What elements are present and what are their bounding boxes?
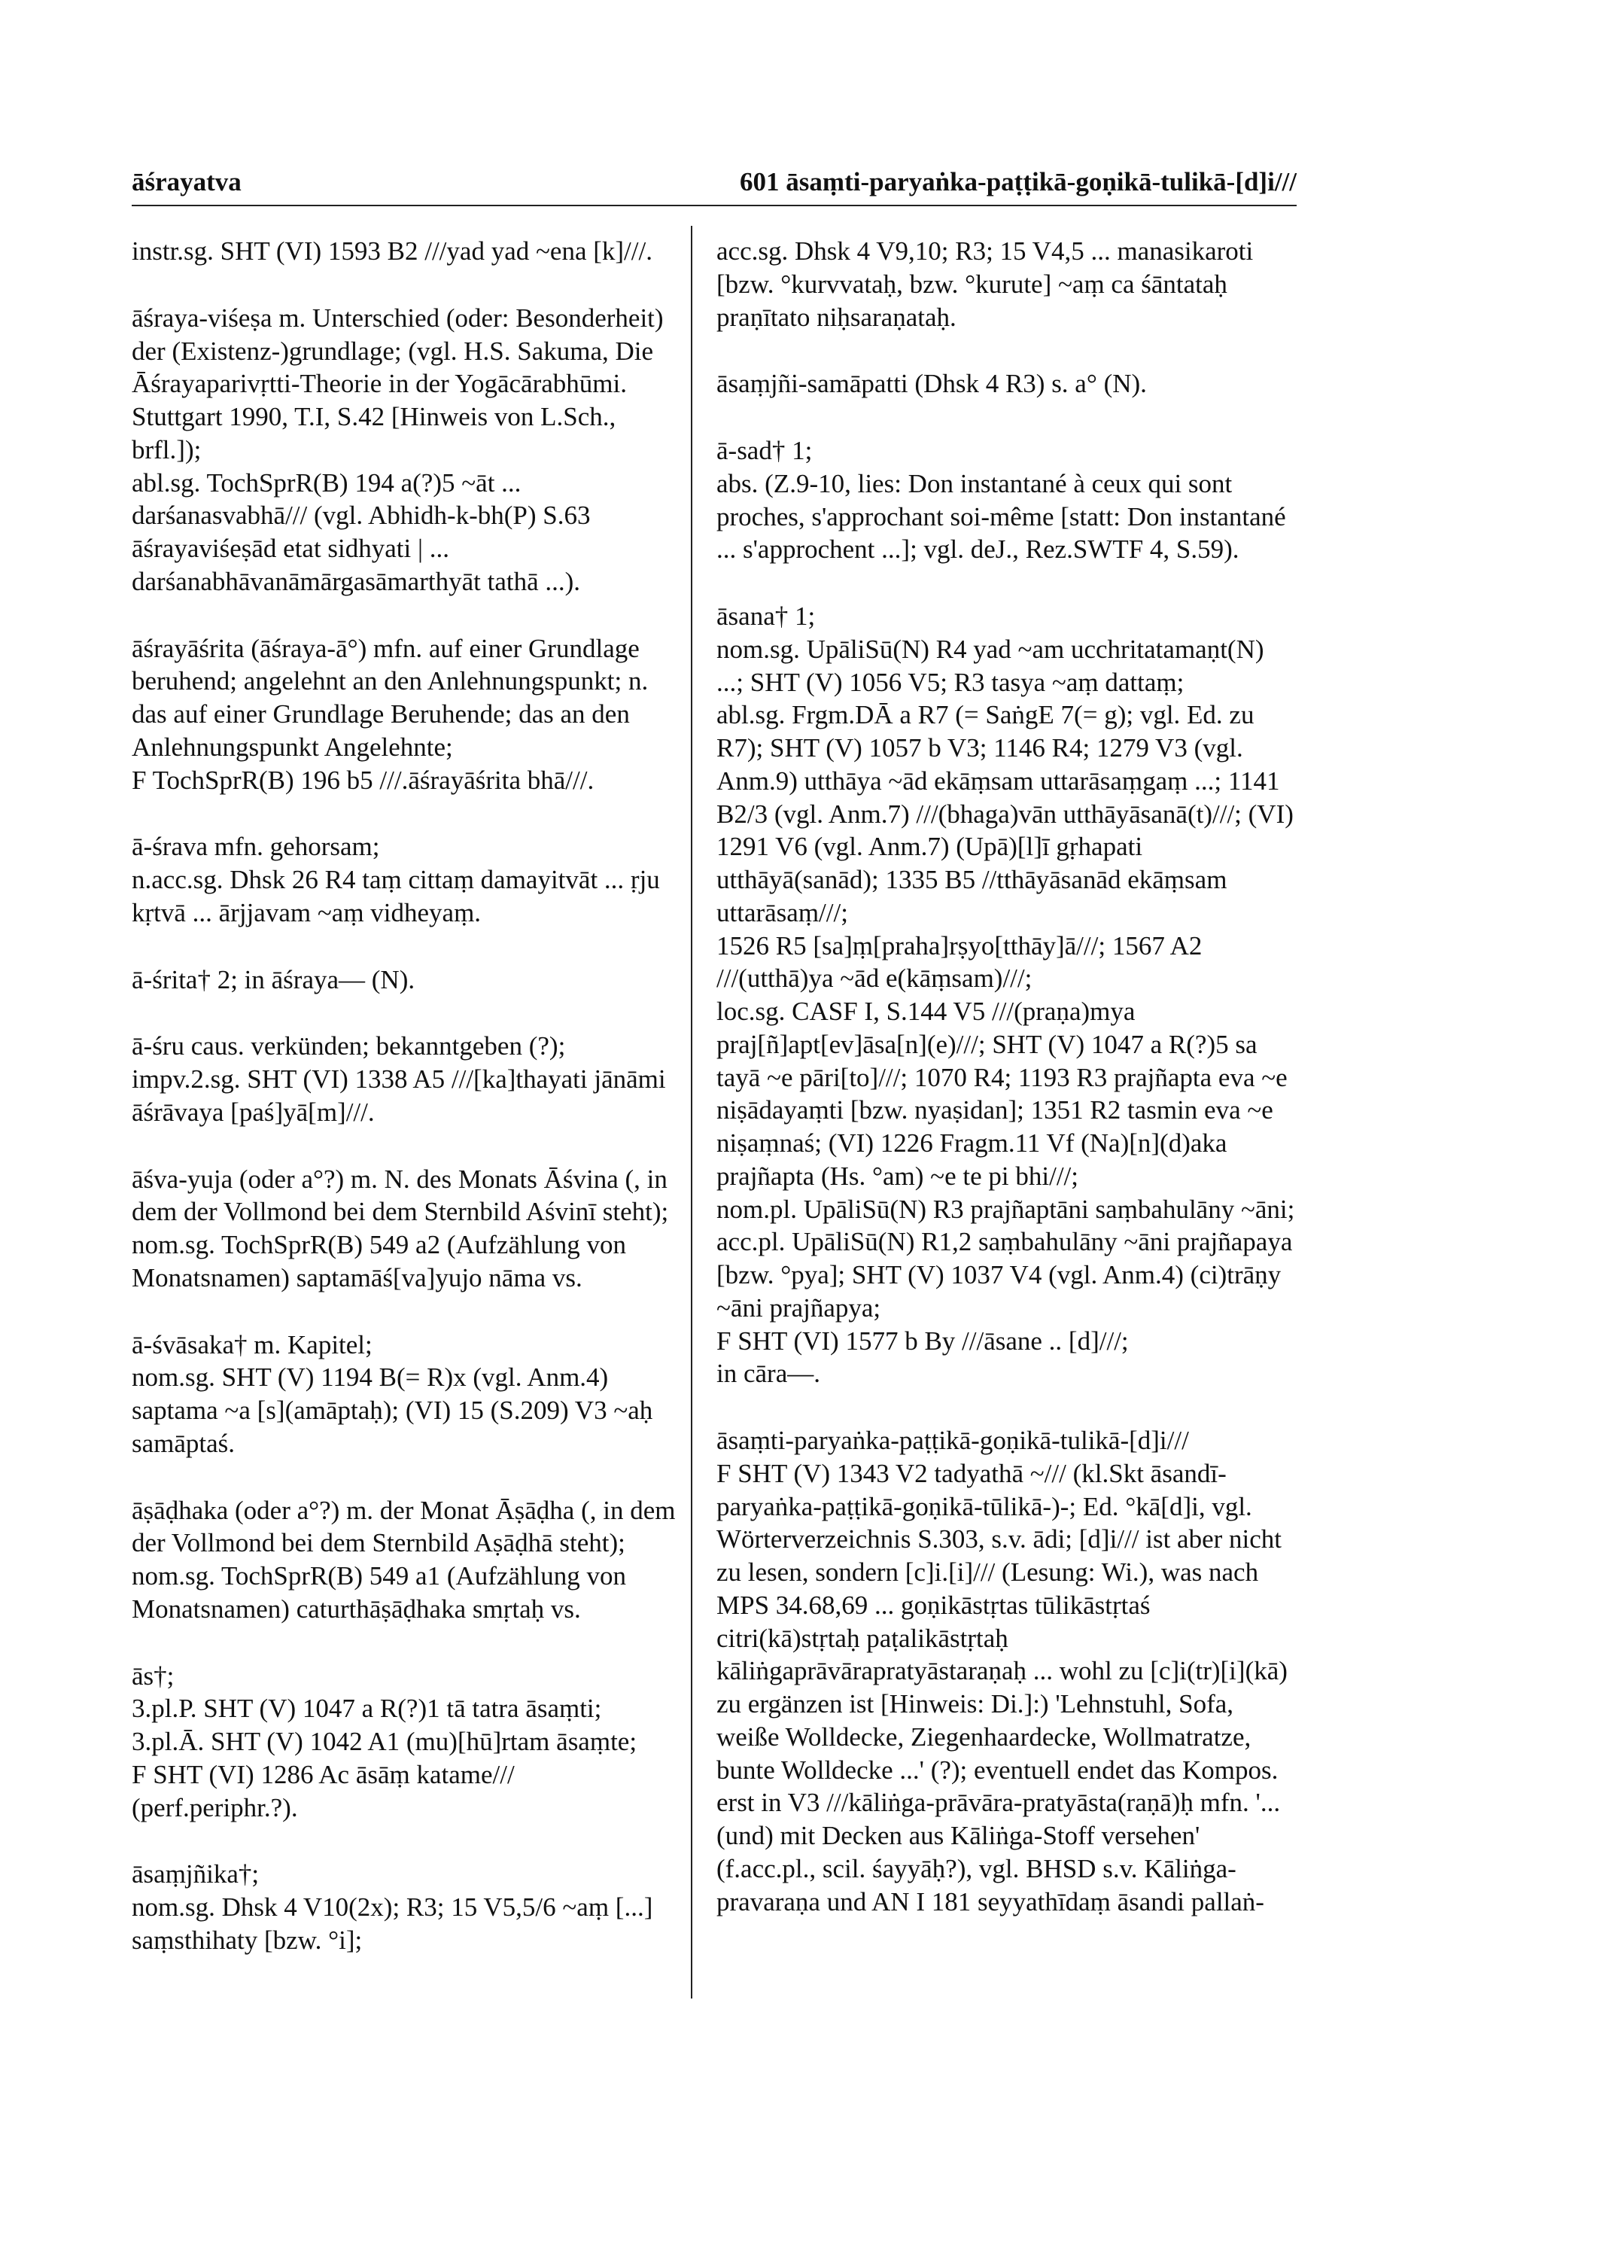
entry-asraya-visesa	[132, 302, 685, 598]
entry-line: nom.sg. TochSprR(B) 549 a1 (Aufzählung von Monatsnamen) caturthāṣāḍhaka smṛtaḥ vs.	[132, 1561, 626, 1624]
entry-line: n.acc.sg. Dhsk 26 R4 taṃ cittaṃ damayitvāt ... ṛju kṛtvā ... ārjjavam ~aṃ vidheyaṃ.	[132, 865, 660, 927]
entry-line: ā-śvāsaka† m. Kapitel;	[132, 1329, 373, 1359]
entry-line: instr.sg. SHT (VI) 1593 B2 ///yad yad ~ena [k]///.	[132, 236, 652, 266]
page-header	[132, 167, 1297, 200]
entry-a-srava	[132, 830, 685, 929]
entry	[132, 235, 685, 268]
entry-line: F SHT (VI) 1286 Ac āsāṃ katame/// (perf.periphr.?).	[132, 1759, 515, 1822]
entry-line: āśva-yuja (oder a°?) m. N. des Monats Āśvina (, in dem der Vollmond bei dem Sternbild Aśvinī steht);	[132, 1164, 669, 1227]
entry-line: impv.2.sg. SHT (VI) 1338 A5 ///[ka]thayati jānāmi āśrāvaya [paś]yā[m]///.	[132, 1064, 666, 1127]
entry-line: nom.sg. SHT (V) 1194 B(= R)x (vgl. Anm.4) saptama ~a [s](amāptaḥ); (VI) 15 (S.209) V3 ~aḥ samāptaś.	[132, 1362, 653, 1458]
entry-line: ā-śrava mfn. gehorsam;	[132, 832, 380, 862]
entry-line: nom.sg. UpāliSū(N) R4 yad ~am ucchritatamaṇt(N) ...; SHT (V) 1056 V5; R3 tasya ~aṃ dattaṃ;	[716, 634, 1264, 697]
running-head-left: āśrayatva	[132, 167, 242, 196]
entry-line: abs. (Z.9-10, lies: Don instantané à ceux qui sont proches, s'approchant soi-même [statt: Don instantané ... s'approchent ...]; vgl. deJ., Rez.SWTF 4, S.59).	[716, 468, 1286, 565]
entry-line: abl.sg. Frgm.DĀ a R7 (= SaṅgE 7(= g); vgl. Ed. zu R7); SHT (V) 1057 b V3; 1146 R4; 1279 V3 (vgl. Anm.9) utthāya ~ād ekāṃsam uttarāsaṃgaṃ ...; 1141 B2/3 (vgl. Anm.7) ///(bhaga)vān utthāyāsanā(t)///; (VI) 1291 V6 (vgl. Anm.7) (Upā)[l]ī gṛhapati utthāyā(sanād); 1335 B5 //tthāyāsanād ekāṃsam uttarāsaṃ///;	[716, 700, 1294, 927]
entry-a-sad	[716, 434, 1297, 566]
entry-asana	[716, 600, 1297, 1390]
entry-line: āsaṃjñi-samāpatti (Dhsk 4 R3) s. a° (N).	[716, 369, 1147, 399]
entry-line: ā-śru caus. verkünden; bekanntgeben (?);	[132, 1031, 566, 1061]
entry-line: 3.pl.P. SHT (V) 1047 a R(?)1 tā tatra āsaṃti;	[132, 1694, 602, 1724]
entry-line: F TochSprR(B) 196 b5 ///.āśrayāśrita bhā///.	[132, 765, 595, 795]
entry-line: ās†;	[132, 1661, 175, 1691]
entry-asamjnika	[132, 1858, 685, 1956]
entry-a-svasaka	[132, 1329, 685, 1460]
entry-asamjni-samapatti	[716, 367, 1297, 400]
entry-asamti-paryanka	[716, 1424, 1297, 1918]
entry-line: loc.sg. CASF I, S.144 V5 ///(praṇa)mya praj[ñ]apt[ev]āsa[n](e)///; SHT (V) 1047 a R(?)5 sa tayā ~e pāri[to]///; 1070 R4; 1193 R3 prajñapta eva ~e niṣādayaṃti [bzw. nyaṣidan]; 1351 R2 tasmin eva ~e niṣaṃnaś; (VI) 1226 Fragm.11 Vf (Na)[n](d)aka prajñapta (Hs. °am) ~e te pi bhi///;	[716, 997, 1288, 1191]
entry-line: in cāra—.	[716, 1359, 820, 1389]
entry-line: nom.pl. UpāliSū(N) R3 prajñaptāni saṃbahulāny ~āni;	[716, 1194, 1295, 1224]
entry-a-sru	[132, 1030, 685, 1128]
entry-line: āsaṃti-paryaṅka-paṭṭikā-goṇikā-tulikā-[d]i///	[716, 1426, 1189, 1455]
entry-line: nom.sg. Dhsk 4 V10(2x); R3; 15 V5,5/6 ~aṃ [...] saṃsthihaty [bzw. °i];	[132, 1892, 653, 1955]
entry-line: āśrayāśrita (āśraya-ā°) mfn. auf einer Grundlage beruhend; angelehnt an den Anlehnungspunkt; n. das auf einer Grundlage Beruhende; das an den Anlehnungspunkt Angelehnte;	[132, 633, 649, 762]
entry-line: 1526 R5 [sa]ṃ[praha]rṣyo[tthāy]ā///; 1567 A2 ///(utthā)ya ~ād e(kāṃsam)///;	[716, 930, 1203, 994]
entry-as	[132, 1660, 685, 1825]
entry-line: acc.pl. UpāliSū(N) R1,2 saṃbahulāny ~āni prajñapaya [bzw. °pya]; SHT (V) 1037 V4 (vgl. Anm.4) (ci)trāṇy ~āni prajñapya;	[716, 1227, 1293, 1323]
entry-line: āsaṃjñika†;	[132, 1859, 260, 1889]
entry-line: ā-sad† 1;	[716, 436, 813, 465]
column-divider	[691, 226, 692, 1999]
entry-line: abl.sg. TochSprR(B) 194 a(?)5 ~āt ... darśanasvabhā/// (vgl. Abhidh-k-bh(P) S.63 āśrayaviśeṣād etat sidhyati | ... darśanabhāvanāmārgasāmarthyāt tathā ...).	[132, 467, 591, 596]
header-rule	[132, 205, 1297, 206]
entry-line: nom.sg. TochSprR(B) 549 a2 (Aufzählung von Monatsnamen) saptamāś[va]yujo nāma vs.	[132, 1230, 626, 1292]
entry-line: ā-śrita† 2; in āśraya— (N).	[132, 964, 415, 994]
entry-line: F SHT (VI) 1577 b By ///āsane .. [d]///;	[716, 1326, 1129, 1356]
running-head-right: 601 āsaṃti-paryaṅka-paṭṭikā-goṇikā-tulikā-[d]i///	[740, 167, 1297, 196]
entry-asva-yuja	[132, 1163, 685, 1295]
entry-a-srita	[132, 964, 685, 997]
entry-line: F SHT (V) 1343 V2 tadyathā ~/// (kl.Skt āsandī-paryaṅka-paṭṭikā-goṇikā-tūlikā-)-; Ed. °kā[d]i, vgl. Wörterverzeichnis S.303, s.v. ādi; [d]i/// ist aber nicht zu lesen, sondern [c]i.[i]/// (Lesung: Wi.), was nach MPS 34.68,69 ... goṇikāstṛtas tūlikāstṛtaś citri(kā)stṛtaḥ paṭalikāstṛtaḥ kāliṅgaprāvārapratyāstaraṇaḥ ... wohl zu [c]i(tr)[i](kā) zu ergänzen ist [Hinweis: Di.]:) 'Lehnstuhl, Sofa, weiße Wolldecke, Ziegenhaardecke, Wollmatratze, bunte Wolldecke ...' (?); eventuell endet das Kompos. erst in V3 ///kāliṅga-prāvāra-pratyāsta(raṇā)ḥ mfn. '... (und) mit Decken aus Kāliṅga-Stoff versehen' (f.acc.pl., scil. śayyāḥ?), vgl. BHSD s.v. Kāliṅga-pravaraṇa und AN I 181 seyyathīdaṃ āsandi pallaṅ-	[716, 1458, 1288, 1916]
entry-line: acc.sg. Dhsk 4 V9,10; R3; 15 V4,5 ... manasikaroti [bzw. °kurvvataḥ, bzw. °kurute] ~aṃ ca śāntataḥ praṇītato niḥsaraṇataḥ.	[716, 236, 1254, 332]
entry-line: āsana† 1;	[716, 601, 816, 631]
entry-line: 3.pl.Ā. SHT (V) 1042 A1 (mu)[hū]rtam āsaṃte;	[132, 1727, 637, 1756]
left-column	[132, 235, 685, 1991]
right-column	[716, 235, 1297, 1952]
entry-asadhaka	[132, 1494, 685, 1626]
entry-line: āṣāḍhaka (oder a°?) m. der Monat Āṣāḍha (, in dem der Vollmond bei dem Sternbild Aṣāḍhā steht);	[132, 1495, 676, 1558]
entry-continuation	[716, 235, 1297, 333]
entry-asrayasrita	[132, 632, 685, 797]
entry-line: āśraya-viśeṣa m. Unterschied (oder: Besonderheit) der (Existenz-)grundlage; (vgl. H.S. Sakuma, Die Āśrayaparivṛtti-Theorie in der Yogācārabhūmi. Stuttgart 1990, T.I, S.42 [Hinweis von L.Sch., brfl.]);	[132, 303, 664, 464]
